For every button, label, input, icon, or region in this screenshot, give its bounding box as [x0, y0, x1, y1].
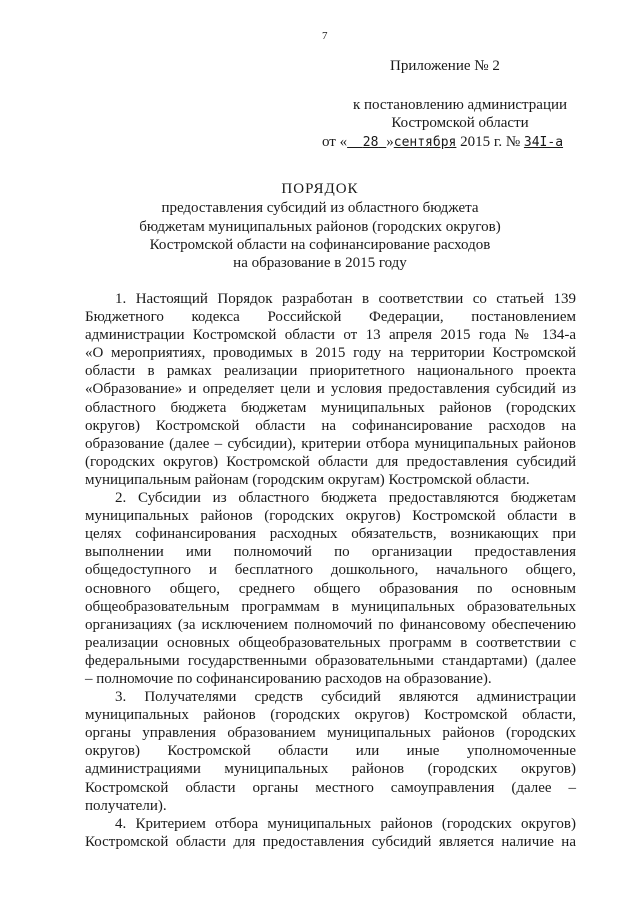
text-line: областного бюджета бюджетам муниципальных районов (городских — [85, 399, 576, 416]
date-number: 34I-а — [523, 135, 564, 150]
text-line: 3. Получателями средств субсидий являются администрации — [115, 689, 576, 706]
paragraph-3 — [85, 688, 576, 815]
text-line: администрациями муниципальных районов (городских округов) — [85, 761, 576, 778]
text-line: 2. Субсидии из областного бюджета предоставляются бюджетам — [115, 490, 576, 507]
text-line: округов) Костромской области на софинансирование расходов на — [85, 417, 576, 434]
text-line: Костромской области органы местного самоуправления (далее – — [85, 779, 576, 796]
text-line: выполнении ими полномочий по организации предоставления — [85, 544, 576, 561]
text-line: муниципальных районов (городских округов) Костромской области, — [85, 707, 576, 724]
text-line: Бюджетного кодекса Российской Федерации, постановлением — [85, 309, 576, 326]
subtitle-line1: предоставления субсидий из областного бюджета — [161, 200, 479, 216]
text-line: 1. Настоящий Порядок разработан в соответствии со статьей 139 — [115, 291, 576, 307]
text-line: основного общего, среднего общего образования по основным — [85, 580, 576, 597]
subtitle-line2: бюджетам муниципальных районов (городских округов) — [139, 219, 501, 235]
text-line: реализации основных общеобразовательных программ в соответствии с — [85, 634, 576, 651]
appendix-date-line — [322, 134, 582, 151]
paragraph-1 — [85, 290, 576, 489]
text-line: округов) Костромской области или иные уполномоченные — [85, 743, 576, 760]
date-month: сентября — [393, 135, 457, 150]
date-sep: » — [386, 134, 394, 150]
page-number: 7 — [322, 30, 328, 42]
text-line: общедоступного и бесплатного дошкольного, начального общего, — [85, 562, 576, 579]
paragraph-4 — [85, 815, 576, 851]
date-prefix: от « — [322, 134, 348, 150]
text-line: – полномочие по софинансированию расходов на образование). — [85, 670, 492, 687]
subtitle-line4: на образование в 2015 году — [233, 255, 407, 271]
appendix-ref-line2: Костромской области — [391, 115, 529, 131]
text-line: (городских округов) Костромской области для предоставления субсидий — [85, 453, 576, 470]
text-line: федеральными государственными образовательными стандартами) (далее — [85, 652, 576, 669]
document-title: ПОРЯДОК — [281, 181, 359, 197]
text-line: области в рамках реализации приоритетного национального проекта — [85, 363, 576, 380]
text-line: Костромской области для предоставления субсидий является наличие на — [85, 833, 576, 850]
text-line: целях софинансирования расходных обязательств, возникающих при — [85, 526, 576, 543]
text-line: «Образование» и определяет цели и условия предоставления субсидий из — [85, 381, 576, 398]
paragraph-2 — [85, 489, 576, 688]
text-line: муниципальных районов (городских округов) Костромской области в — [85, 508, 576, 525]
text-line: «О мероприятиях, проводимых в 2015 году на территории Костромской — [85, 345, 576, 362]
text-line: муниципальным районам (городским округам) Костромской области. — [85, 471, 530, 488]
text-line: организациях (за исключением полномочий по финансовому обеспечению — [85, 616, 576, 633]
text-line: администрации Костромской области от 13 апреля 2015 года № 134-а — [85, 327, 576, 344]
text-line: получатели). — [85, 797, 167, 814]
appendix-ref-line1: к постановлению администрации — [352, 97, 568, 113]
text-line: общеобразовательным программам в муниципальных образовательных — [85, 598, 576, 615]
subtitle-line3: Костромской области на софинансирование расходов — [149, 237, 491, 253]
text-line: образование (далее – субсидии), критерии отбора муниципальных районов — [85, 435, 576, 452]
date-year: 2015 г. № — [460, 134, 521, 150]
document-body — [85, 290, 576, 851]
text-line: органы управления образованием муниципальных районов (городских — [85, 725, 576, 742]
appendix-title: Приложение № 2 — [390, 58, 500, 74]
date-day: 28 — [362, 135, 379, 150]
text-line: 4. Критерием отбора муниципальных районов (городских округов) — [115, 815, 576, 832]
